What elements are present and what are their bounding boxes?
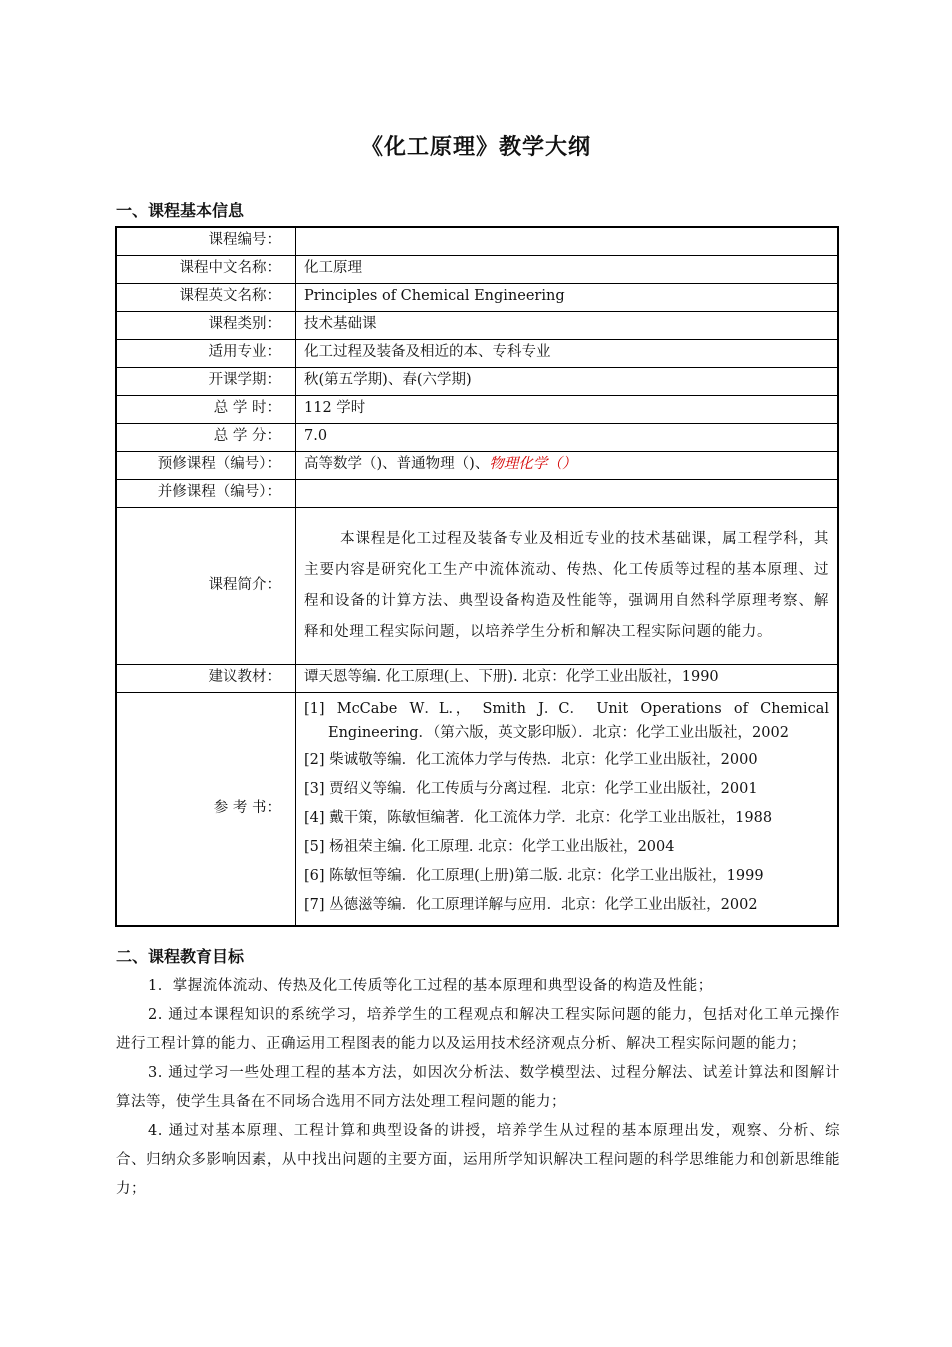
reference-item-4: [4] 戴干策，陈敏恒编著．化工流体力学．北京：化学工业出版社，1988 xyxy=(304,809,773,826)
course-info-table xyxy=(115,226,839,927)
label-references: 参 考 书： xyxy=(116,692,296,926)
section-heading-basic-info: 一、课程基本信息 xyxy=(116,201,245,220)
table-row xyxy=(116,339,838,367)
prereq-highlight-text: 物理化学（） xyxy=(489,456,577,473)
value-textbook: 谭天恩等编. 化工原理(上、下册). 北京：化学工业出版社，1990 xyxy=(296,664,839,692)
label-credits: 总 学 分： xyxy=(116,423,296,451)
table-row xyxy=(116,367,838,395)
value-cn-name: 化工原理 xyxy=(296,255,839,283)
value-intro xyxy=(296,507,839,664)
ref1-part: Unit xyxy=(596,700,629,717)
ref1-part: Smith xyxy=(482,700,526,717)
table-row xyxy=(116,692,838,926)
goal-item-2: 2. 通过本课程知识的系统学习，培养学生的工程观点和解决工程实际问题的能力，包括对化工单元操作进行工程计算的能力、正确运用工程图表的能力以及运用技术经济观点分析、解决工程实际问题的能力； xyxy=(116,1007,840,1052)
label-textbook: 建议教材： xyxy=(116,664,296,692)
table-row xyxy=(116,451,838,479)
table-row xyxy=(116,283,838,311)
reference-item-3: [3] 贾绍义等编．化工传质与分离过程．北京：化学工业出版社，2001 xyxy=(304,780,758,797)
reference-item-6: [6] 陈敏恒等编．化工原理(上册)第二版. 北京：化学工业出版社，1999 xyxy=(304,867,764,884)
value-majors: 化工过程及装备及相近的本、专科专业 xyxy=(296,339,839,367)
value-coreq xyxy=(296,479,839,507)
goal-item-3: 3. 通过学习一些处理工程的基本方法，如因次分析法、数学模型法、过程分解法、试差计算法和图解计算法等，使学生具备在不同场合选用不同方法处理工程问题的能力； xyxy=(116,1065,840,1110)
value-references xyxy=(296,692,839,926)
label-category: 课程类别： xyxy=(116,311,296,339)
value-prereq xyxy=(296,451,839,479)
table-row xyxy=(116,664,838,692)
ref1-part: Operations xyxy=(640,700,722,717)
value-en-name: Principles of Chemical Engineering xyxy=(296,283,839,311)
goal-item-4: 4. 通过对基本原理、工程计算和典型设备的讲授，培养学生从过程的基本原理出发，观察、分析、综合、归纳众多影响因素，从中找出问题的主要方面，运用所学知识解决工程问题的科学思维能力和创新思维能力； xyxy=(116,1123,840,1197)
ref1-part: [1] xyxy=(304,700,325,717)
value-credits: 7.0 xyxy=(296,423,839,451)
reference-item-2: [2] 柴诚敬等编．化工流体力学与传热．北京：化学工业出版社，2000 xyxy=(304,751,758,768)
table-row xyxy=(116,227,838,255)
table-row xyxy=(116,395,838,423)
label-course-code: 课程编号： xyxy=(116,227,296,255)
table-row xyxy=(116,507,838,664)
goal-item-1: 1．掌握流体流动、传热及化工传质等化工过程的基本原理和典型设备的构造及性能； xyxy=(148,978,713,994)
document-title: 《化工原理》教学大纲 xyxy=(360,135,591,160)
label-majors: 适用专业： xyxy=(116,339,296,367)
reference-item-1 xyxy=(304,698,829,720)
education-goals xyxy=(116,972,840,1204)
reference-item-5: [5] 杨祖荣主编. 化工原理. 北京：化学工业出版社，2004 xyxy=(304,838,675,855)
label-en-name: 课程英文名称： xyxy=(116,283,296,311)
value-semester: 秋(第五学期)、春(六学期) xyxy=(296,367,839,395)
table-row xyxy=(116,311,838,339)
label-coreq: 并修课程（编号）： xyxy=(116,479,296,507)
section-heading-education-goals: 二、课程教育目标 xyxy=(116,947,245,966)
intro-text: 本课程是化工过程及装备专业及相近专业的技术基础课，属工程学科，其主要内容是研究化工生产中流体流动、传热、化工传质等过程的基本原理、过程和设备的计算方法、典型设备构造及性能等，强调用自然科学原理考察、解释和处理工程实际问题，以培养学生分析和解决工程实际问题的能力。 xyxy=(304,530,829,640)
ref1-part: of xyxy=(733,700,748,717)
ref1-part: W．L．， xyxy=(409,700,471,717)
label-prereq: 预修课程（编号）： xyxy=(116,451,296,479)
table-row xyxy=(116,479,838,507)
prereq-normal-text: 高等数学（)、普通物理（)、 xyxy=(304,456,490,473)
ref1-part: J．C． xyxy=(538,700,585,717)
label-hours: 总 学 时： xyxy=(116,395,296,423)
reference-item-1-continued: Engineering．（第六版，英文影印版）．北京：化学工业出版社，2002 xyxy=(328,724,789,741)
value-category: 技术基础课 xyxy=(296,311,839,339)
label-cn-name: 课程中文名称： xyxy=(116,255,296,283)
label-intro: 课程简介： xyxy=(116,507,296,664)
ref1-part: McCabe xyxy=(336,700,398,717)
table-row xyxy=(116,423,838,451)
reference-item-7: [7] 丛德滋等编．化工原理详解与应用．北京：化学工业出版社，2002 xyxy=(304,896,758,913)
table-row xyxy=(116,255,838,283)
label-semester: 开课学期： xyxy=(116,367,296,395)
value-course-code xyxy=(296,227,839,255)
value-hours: 112 学时 xyxy=(296,395,839,423)
ref1-part: Chemical xyxy=(760,700,829,717)
